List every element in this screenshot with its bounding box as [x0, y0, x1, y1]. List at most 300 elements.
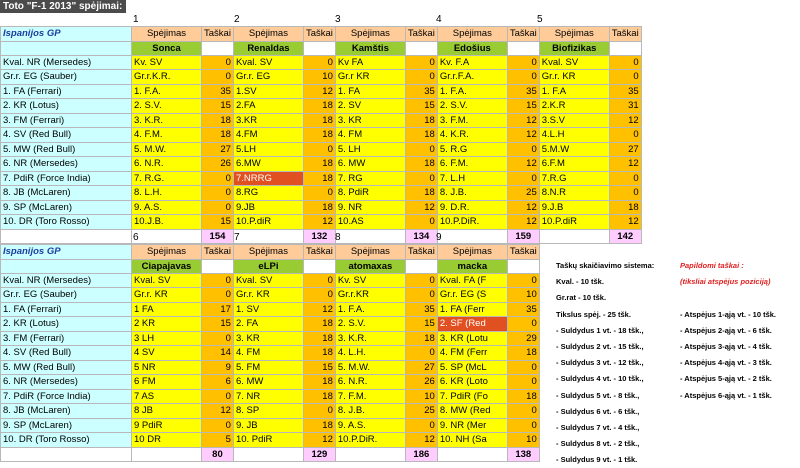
points-cell[interactable]: 18	[303, 128, 335, 143]
guess-cell[interactable]: 5. FM	[233, 360, 303, 375]
race-position-label[interactable]: 2. KR (Lotus)	[1, 99, 132, 114]
guess-cell[interactable]: 9. NR	[335, 200, 405, 215]
guess-cell[interactable]: 4. K.R.	[437, 128, 507, 143]
points-cell[interactable]: 0	[405, 346, 437, 361]
race-position-label[interactable]: Kval. NR (Mersedes)	[1, 273, 132, 288]
points-blank[interactable]	[202, 259, 234, 273]
points-cell[interactable]: 0	[303, 288, 335, 303]
points-cell[interactable]: 27	[202, 142, 234, 157]
points-cell[interactable]: 5	[202, 433, 234, 448]
points-cell[interactable]: 12	[609, 215, 641, 230]
race-position-label[interactable]: 2. KR (Lotus)	[1, 317, 132, 332]
points-cell[interactable]: 18	[303, 113, 335, 128]
race-position-label[interactable]: 10. DR (Toro Rosso)	[1, 215, 132, 230]
points-cell[interactable]: 18	[303, 346, 335, 361]
participant-name[interactable]: atomaxas	[335, 259, 405, 273]
guess-cell[interactable]: 8. L.H.	[132, 186, 202, 201]
race-position-label[interactable]: 9. SP (McLaren)	[1, 200, 132, 215]
points-blank[interactable]	[303, 41, 335, 55]
points-cell[interactable]: 0	[405, 273, 437, 288]
points-blank[interactable]	[303, 259, 335, 273]
guess-cell[interactable]: 8 JB	[132, 404, 202, 419]
guess-cell[interactable]: Kval. SV	[233, 273, 303, 288]
points-cell[interactable]: 31	[609, 99, 641, 114]
guess-cell[interactable]: 2. SF (Red	[437, 317, 507, 332]
total-points[interactable]: 132	[303, 229, 335, 244]
guess-cell[interactable]: 5.LH	[233, 142, 303, 157]
race-position-label[interactable]: 8. JB (McLaren)	[1, 404, 132, 419]
points-cell[interactable]: 0	[405, 288, 437, 303]
guess-cell[interactable]: Kval. FA (F	[437, 273, 507, 288]
points-cell[interactable]: 12	[507, 113, 539, 128]
guess-cell[interactable]: Gr.r.K.R.	[132, 70, 202, 85]
points-cell[interactable]: 12	[303, 215, 335, 230]
guess-cell[interactable]: 3 LH	[132, 331, 202, 346]
gp-label[interactable]: Ispanijos GP	[1, 245, 132, 260]
participant-name[interactable]: macka	[437, 259, 507, 273]
points-cell[interactable]: 25	[507, 186, 539, 201]
participant-name[interactable]: Kamštis	[335, 41, 405, 55]
guess-cell[interactable]: 4. FM (Ferr	[437, 346, 507, 361]
points-cell[interactable]: 27	[405, 360, 437, 375]
guess-cell[interactable]: 8. J.B.	[335, 404, 405, 419]
guess-cell[interactable]: 6. N.R.	[335, 375, 405, 390]
points-header[interactable]: Taškai	[202, 27, 234, 42]
guess-cell[interactable]: 1. FA (Ferr	[437, 302, 507, 317]
guess-cell[interactable]: 8. MW (Red	[437, 404, 507, 419]
guess-cell[interactable]: 3. K.R.	[335, 331, 405, 346]
legend-scoring-text: Gr.rat - 10 tšk.	[556, 293, 607, 303]
guess-cell[interactable]: 3.S.V	[539, 113, 609, 128]
points-cell[interactable]: 0	[507, 142, 539, 157]
gp-label[interactable]: Ispanijos GP	[1, 27, 132, 42]
points-cell[interactable]: 17	[202, 302, 234, 317]
points-cell[interactable]: 18	[303, 157, 335, 172]
points-cell[interactable]: 0	[507, 171, 539, 186]
guess-cell[interactable]: Kv FA	[335, 55, 405, 70]
points-cell[interactable]: 14	[202, 346, 234, 361]
guess-cell[interactable]: 10. PdiR	[233, 433, 303, 448]
points-cell[interactable]: 0	[405, 55, 437, 70]
total-points[interactable]: 186	[405, 447, 437, 462]
points-cell[interactable]: 18	[405, 157, 437, 172]
guess-cell[interactable]: Gr.r. EG	[233, 70, 303, 85]
guess-cell[interactable]: Kv. SV	[132, 55, 202, 70]
points-cell[interactable]: 12	[609, 157, 641, 172]
guess-cell[interactable]: 7. RG	[335, 171, 405, 186]
guess-cell[interactable]: 10.P.DiR.	[335, 433, 405, 448]
points-cell[interactable]: 0	[405, 215, 437, 230]
guess-cell[interactable]: 2. S.V.	[437, 99, 507, 114]
race-position-label[interactable]: 7. PdiR (Force India)	[1, 389, 132, 404]
guess-cell[interactable]: 3. KR	[335, 113, 405, 128]
points-cell[interactable]: 0	[405, 171, 437, 186]
race-position-label[interactable]: 3. FM (Ferrari)	[1, 113, 132, 128]
points-cell[interactable]: 0	[303, 273, 335, 288]
guess-cell[interactable]: 7. F.M.	[335, 389, 405, 404]
guess-cell[interactable]: Kv. SV	[335, 273, 405, 288]
points-cell[interactable]: 0	[303, 404, 335, 419]
guess-header[interactable]: Spėjimas	[233, 245, 303, 260]
points-header[interactable]: Taškai	[303, 245, 335, 260]
guess-cell[interactable]: 6. MW	[233, 375, 303, 390]
points-cell[interactable]: 0	[202, 389, 234, 404]
guess-cell[interactable]: 4. FM	[233, 346, 303, 361]
points-cell[interactable]: 26	[405, 375, 437, 390]
points-cell[interactable]: 12	[609, 113, 641, 128]
points-cell[interactable]: 35	[609, 84, 641, 99]
points-cell[interactable]: 0	[202, 186, 234, 201]
guess-cell[interactable]: 2. FA	[233, 317, 303, 332]
guess-cell[interactable]: 8. J.B.	[437, 186, 507, 201]
points-cell[interactable]: 10	[507, 288, 539, 303]
points-blank[interactable]	[202, 41, 234, 55]
points-cell[interactable]: 18	[405, 331, 437, 346]
guess-cell[interactable]: Gr.r.F.A.	[437, 70, 507, 85]
guess-cell[interactable]: 6.F.M	[539, 157, 609, 172]
points-cell[interactable]: 35	[405, 84, 437, 99]
guess-cell[interactable]: 10.AS	[335, 215, 405, 230]
points-cell[interactable]: 0	[609, 171, 641, 186]
guess-cell[interactable]: Gr.r. KR	[539, 70, 609, 85]
race-position-label[interactable]: Kval. NR (Mersedes)	[1, 55, 132, 70]
points-cell[interactable]: 9	[202, 360, 234, 375]
points-cell[interactable]: 0	[202, 70, 234, 85]
race-position-label[interactable]: 1. FA (Ferrari)	[1, 84, 132, 99]
guess-cell[interactable]: Gr.r. KR	[233, 288, 303, 303]
guess-header[interactable]: Spėjimas	[335, 27, 405, 42]
guess-cell[interactable]: 10.P.DiR.	[437, 215, 507, 230]
total-points[interactable]: 134	[405, 229, 437, 244]
guess-cell[interactable]: 9. A.S.	[132, 200, 202, 215]
race-position-label[interactable]: 5. MW (Red Bull)	[1, 360, 132, 375]
points-cell[interactable]: 12	[405, 433, 437, 448]
guess-cell[interactable]: 9.JB	[233, 200, 303, 215]
guess-cell[interactable]: 4.L.H	[539, 128, 609, 143]
points-cell[interactable]: 18	[202, 128, 234, 143]
points-cell[interactable]: 12	[507, 200, 539, 215]
guess-cell[interactable]: Kval. SV	[539, 55, 609, 70]
race-position-label[interactable]: 5. MW (Red Bull)	[1, 142, 132, 157]
points-cell[interactable]: 0	[507, 418, 539, 433]
points-cell[interactable]: 18	[303, 418, 335, 433]
guess-cell[interactable]: 4.FM	[233, 128, 303, 143]
guess-cell[interactable]: 6 FM	[132, 375, 202, 390]
guess-cell[interactable]: 1. F.A.	[132, 84, 202, 99]
race-position-label[interactable]: 8. JB (McLaren)	[1, 186, 132, 201]
points-cell[interactable]: 18	[609, 200, 641, 215]
guess-cell[interactable]: 1.SV	[233, 84, 303, 99]
guess-cell[interactable]: 9 PdiR	[132, 418, 202, 433]
totals-spacer[interactable]	[335, 447, 405, 462]
points-cell[interactable]: 18	[202, 113, 234, 128]
totals-spacer[interactable]	[437, 447, 507, 462]
guess-cell[interactable]: 2.FA	[233, 99, 303, 114]
points-cell[interactable]: 0	[609, 128, 641, 143]
points-cell[interactable]: 0	[202, 55, 234, 70]
points-cell[interactable]: 12	[303, 84, 335, 99]
points-cell[interactable]: 0	[202, 171, 234, 186]
guess-header[interactable]: Spėjimas	[132, 245, 202, 260]
race-position-label[interactable]: 10. DR (Toro Rosso)	[1, 433, 132, 448]
guess-header[interactable]: Spėjimas	[539, 27, 609, 42]
guess-cell[interactable]: 3. K.R.	[132, 113, 202, 128]
points-cell[interactable]: 15	[507, 99, 539, 114]
guess-cell[interactable]: 5. M.W.	[132, 142, 202, 157]
points-cell[interactable]: 15	[202, 317, 234, 332]
guess-cell[interactable]: 10.P.diR	[539, 215, 609, 230]
gp-label-filler[interactable]	[1, 41, 132, 55]
guess-cell[interactable]: Kval. SV	[132, 273, 202, 288]
points-blank[interactable]	[507, 259, 539, 273]
guess-cell[interactable]: 7. PdiR (Fo	[437, 389, 507, 404]
points-cell[interactable]: 0	[405, 418, 437, 433]
guess-cell[interactable]: Gr.r KR	[335, 70, 405, 85]
guess-cell[interactable]: 4. F.M.	[132, 128, 202, 143]
points-cell[interactable]: 12	[303, 302, 335, 317]
points-cell[interactable]: 0	[202, 331, 234, 346]
points-cell[interactable]: 0	[303, 142, 335, 157]
guess-cell[interactable]: Gr.r.KR	[335, 288, 405, 303]
total-points[interactable]: 159	[507, 229, 539, 244]
guess-cell[interactable]: 3. KR (Lotu	[437, 331, 507, 346]
guess-header[interactable]: Spėjimas	[335, 245, 405, 260]
guess-cell[interactable]: 6.MW	[233, 157, 303, 172]
race-position-label[interactable]: Gr.r. EG (Sauber)	[1, 70, 132, 85]
guess-cell[interactable]: 8.RG	[233, 186, 303, 201]
points-blank[interactable]	[609, 41, 641, 55]
participant-name[interactable]: eLPi	[233, 259, 303, 273]
points-header[interactable]: Taškai	[202, 245, 234, 260]
guess-cell[interactable]: 1. F.A.	[437, 84, 507, 99]
points-cell[interactable]: 6	[202, 375, 234, 390]
points-cell[interactable]: 12	[507, 157, 539, 172]
guess-cell[interactable]: 7.NRRG	[233, 171, 303, 186]
points-cell[interactable]: 18	[405, 186, 437, 201]
points-header[interactable]: Taškai	[507, 245, 539, 260]
points-cell[interactable]: 10	[507, 433, 539, 448]
guess-header[interactable]: Spėjimas	[437, 27, 507, 42]
totals-spacer[interactable]	[233, 447, 303, 462]
guess-cell[interactable]: 4 SV	[132, 346, 202, 361]
points-blank[interactable]	[405, 41, 437, 55]
guess-cell[interactable]: 8. PdiR	[335, 186, 405, 201]
points-cell[interactable]: 18	[507, 389, 539, 404]
points-header[interactable]: Taškai	[507, 27, 539, 42]
guess-cell[interactable]: 6. N.R.	[132, 157, 202, 172]
points-cell[interactable]: 0	[507, 404, 539, 419]
points-cell[interactable]: 0	[202, 288, 234, 303]
guess-cell[interactable]: 7. R.G.	[132, 171, 202, 186]
guess-cell[interactable]: 5. SP (McL	[437, 360, 507, 375]
points-cell[interactable]: 18	[507, 346, 539, 361]
points-cell[interactable]: 29	[507, 331, 539, 346]
race-position-label[interactable]: 6. NR (Mersedes)	[1, 375, 132, 390]
legend-row	[556, 290, 800, 306]
race-position-label[interactable]: 7. PdiR (Force India)	[1, 171, 132, 186]
points-cell[interactable]: 0	[303, 186, 335, 201]
points-header[interactable]: Taškai	[303, 27, 335, 42]
guess-cell[interactable]: 9. NR (Mer	[437, 418, 507, 433]
points-header[interactable]: Taškai	[405, 245, 437, 260]
points-cell[interactable]: 12	[507, 215, 539, 230]
guess-cell[interactable]: 5 NR	[132, 360, 202, 375]
points-cell[interactable]: 0	[609, 55, 641, 70]
guess-cell[interactable]: Kval. SV	[233, 55, 303, 70]
guess-cell[interactable]: 6. F.M.	[437, 157, 507, 172]
guess-cell[interactable]: 1. FA	[335, 84, 405, 99]
total-points[interactable]: 80	[202, 447, 234, 462]
race-position-label[interactable]: 9. SP (McLaren)	[1, 418, 132, 433]
points-cell[interactable]: 18	[303, 171, 335, 186]
points-header[interactable]: Taškai	[609, 27, 641, 42]
points-cell[interactable]: 12	[202, 404, 234, 419]
points-cell[interactable]: 18	[303, 200, 335, 215]
points-cell[interactable]: 15	[202, 99, 234, 114]
guess-cell[interactable]: 10. NH (Sa	[437, 433, 507, 448]
guess-cell[interactable]: 2 KR	[132, 317, 202, 332]
points-cell[interactable]: 0	[507, 70, 539, 85]
points-cell[interactable]: 27	[609, 142, 641, 157]
points-cell[interactable]: 12	[507, 128, 539, 143]
race-position-label[interactable]: 1. FA (Ferrari)	[1, 302, 132, 317]
race-position-label[interactable]: 4. SV (Red Bull)	[1, 346, 132, 361]
points-cell[interactable]: 12	[405, 200, 437, 215]
points-cell[interactable]: 0	[507, 273, 539, 288]
guess-cell[interactable]: 5.M.W	[539, 142, 609, 157]
participant-name[interactable]: Ciapajavas	[132, 259, 202, 273]
guess-cell[interactable]: 9. D.R.	[437, 200, 507, 215]
guess-cell[interactable]: 2. S.V.	[335, 317, 405, 332]
guess-cell[interactable]: 1 FA	[132, 302, 202, 317]
points-cell[interactable]: 0	[202, 418, 234, 433]
guess-cell[interactable]: 6. MW	[335, 157, 405, 172]
guess-header[interactable]: Spėjimas	[233, 27, 303, 42]
guess-cell[interactable]: 9.J.B	[539, 200, 609, 215]
race-position-label[interactable]: 3. FM (Ferrari)	[1, 331, 132, 346]
guess-cell[interactable]: 1. F.A.	[335, 302, 405, 317]
guess-cell[interactable]: 8. SP	[233, 404, 303, 419]
points-cell[interactable]: 26	[202, 157, 234, 172]
points-cell[interactable]: 18	[303, 317, 335, 332]
guess-cell[interactable]: 5. LH	[335, 142, 405, 157]
guess-cell[interactable]: 7.R.G	[539, 171, 609, 186]
totals-label[interactable]	[1, 447, 132, 462]
points-blank[interactable]	[405, 259, 437, 273]
points-cell[interactable]: 35	[507, 302, 539, 317]
points-cell[interactable]: 0	[405, 142, 437, 157]
guess-header[interactable]: Spėjimas	[132, 27, 202, 42]
guess-cell[interactable]: 10.J.B.	[132, 215, 202, 230]
points-cell[interactable]: 0	[507, 55, 539, 70]
guess-cell[interactable]: 10.P.diR	[233, 215, 303, 230]
participant-name[interactable]: Sonca	[132, 41, 202, 55]
guess-cell[interactable]: 2. S.V.	[132, 99, 202, 114]
legend-scoring-text: - Suldydus 7 vt. - 4 tšk.,	[556, 422, 640, 432]
guess-cell[interactable]: 7. NR	[233, 389, 303, 404]
guess-cell[interactable]: 7. L.H	[437, 171, 507, 186]
points-cell[interactable]: 18	[405, 128, 437, 143]
totals-spacer[interactable]	[132, 447, 202, 462]
points-cell[interactable]: 15	[202, 215, 234, 230]
points-cell[interactable]: 0	[202, 273, 234, 288]
guess-cell[interactable]: 2. SV	[335, 99, 405, 114]
points-cell[interactable]: 15	[303, 360, 335, 375]
points-cell[interactable]: 0	[507, 375, 539, 390]
guess-cell[interactable]: 4. L.H.	[335, 346, 405, 361]
points-cell[interactable]: 10	[303, 70, 335, 85]
points-cell[interactable]: 12	[303, 433, 335, 448]
total-points[interactable]: 129	[303, 447, 335, 462]
guess-cell[interactable]: 3. F.M.	[437, 113, 507, 128]
guess-header[interactable]: Spėjimas	[437, 245, 507, 260]
points-cell[interactable]: 18	[303, 375, 335, 390]
guess-cell[interactable]: 3. KR	[233, 331, 303, 346]
guess-cell[interactable]: 2.K.R	[539, 99, 609, 114]
points-cell[interactable]: 25	[405, 404, 437, 419]
guess-cell[interactable]: Gr.r. KR	[132, 288, 202, 303]
points-cell[interactable]: 0	[507, 317, 539, 332]
points-cell[interactable]: 0	[609, 186, 641, 201]
guess-cell[interactable]: Gr.r. EG (S	[437, 288, 507, 303]
total-points[interactable]: 142	[609, 229, 641, 244]
guess-cell[interactable]: 6. KR (Loto	[437, 375, 507, 390]
points-cell[interactable]: 35	[405, 302, 437, 317]
guess-cell[interactable]: 7 AS	[132, 389, 202, 404]
points-cell[interactable]: 0	[405, 70, 437, 85]
total-points[interactable]: 154	[202, 229, 234, 244]
participant-name[interactable]: Biofizikas	[539, 41, 609, 55]
guess-cell[interactable]: 5. R.G	[437, 142, 507, 157]
guess-cell[interactable]: 9. JB	[233, 418, 303, 433]
points-cell[interactable]: 0	[303, 55, 335, 70]
race-position-label[interactable]: 4. SV (Red Bull)	[1, 128, 132, 143]
points-cell[interactable]: 10	[405, 389, 437, 404]
guess-cell[interactable]: 1. F.A	[539, 84, 609, 99]
points-cell[interactable]: 18	[303, 389, 335, 404]
guess-cell[interactable]: 4. FM	[335, 128, 405, 143]
participant-name[interactable]: Renaldas	[233, 41, 303, 55]
total-points[interactable]: 138	[507, 447, 539, 462]
points-cell[interactable]: 15	[405, 99, 437, 114]
guess-cell[interactable]: 10 DR	[132, 433, 202, 448]
race-position-label[interactable]: Gr.r. EG (Sauber)	[1, 288, 132, 303]
points-cell[interactable]: 15	[405, 317, 437, 332]
points-header[interactable]: Taškai	[405, 27, 437, 42]
guess-cell[interactable]: Kv. F.A	[437, 55, 507, 70]
gp-label-filler[interactable]	[1, 259, 132, 273]
participant-number: 6	[133, 232, 139, 243]
points-blank[interactable]	[507, 41, 539, 55]
points-cell[interactable]: 0	[202, 200, 234, 215]
points-cell[interactable]: 0	[609, 70, 641, 85]
points-cell[interactable]: 18	[405, 113, 437, 128]
guess-cell[interactable]: 8.N.R	[539, 186, 609, 201]
guess-cell[interactable]: 1. SV	[233, 302, 303, 317]
guess-cell[interactable]: 3.KR	[233, 113, 303, 128]
guess-cell[interactable]: 9. A.S.	[335, 418, 405, 433]
participant-name[interactable]: Edošius	[437, 41, 507, 55]
legend-row	[556, 339, 800, 355]
points-cell[interactable]: 35	[507, 84, 539, 99]
guess-cell[interactable]: 5. M.W.	[335, 360, 405, 375]
points-cell[interactable]: 18	[303, 331, 335, 346]
points-cell[interactable]: 35	[202, 84, 234, 99]
race-position-label[interactable]: 6. NR (Mersedes)	[1, 157, 132, 172]
points-cell[interactable]: 18	[303, 99, 335, 114]
participant-number: 4	[436, 14, 442, 25]
points-cell[interactable]: 0	[507, 360, 539, 375]
